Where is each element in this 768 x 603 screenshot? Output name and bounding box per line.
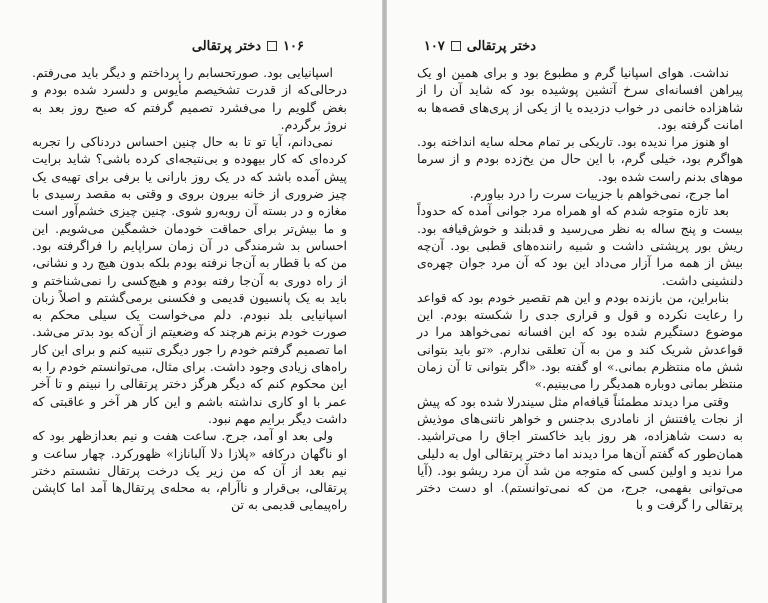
paragraph: وقتی مرا دیدند مطمئناً قیافه‌ام مثل سیندرلا شده بود که پیش از نجات یافتنش از نامادری بدجنس و خواهر ناتنی‌های موذیش به دست شاهزاده، هر روز باید خاکستر اجاق را می‌تراشید. همان‌طور که گفتم آن‌ها مرا دیدند اما دختر پرتقالی اول به دلیلی مرا ندید و اولین کسی که متوجه من شد آن مرد ریشو بود. (آیا می‌توانی بفهمی، جرج، من که نمی‌توانستم). او دست دختر پرتقالی را گرفت و با [417,393,743,513]
page-header [424,36,536,56]
left-page [0,0,383,603]
paragraph: نمی‌دانم، آیا تو تا به حال چنین احساس دردناکی را تجربه کرده‌ای که کار بیهوده و بی‌نتیجه‌ای کرده باشی؟ شاید برایت پیش آمده باشد که در یک روز بارانی یا برفی برای تهیه‌ی یک چیز ضروری از خانه بیرون بروی و وقتی به مقصد رسیدی با مغازه و در بسته آن روبه‌رو شوی. چنین چیزی خشم‌آور است و ما بیش‌تر برای حماقت خودمان خشمگین می‌شویم. این احساس بد شرمندگی در آن زمان سراپایم را فراگرفته بود. من که با قطار به آن‌جا نرفته بودم بلکه بدون هیچ رد و نشانی، از راه دوری به آن‌جا رفته بودم و هیچ‌کسی را نمی‌شناختم و باید به یک پانسیون قدیمی و فکسنی برمی‌گشتم و اصلاً زبان اسپانیایی بلد نبودم. دلم می‌خواست یک سیلی محکم به صورت خودم بزنم هرچند که وضعیتم از آن‌که بود بدتر می‌شد. اما تصمیم گرفتم خودم را جور دیگری تنبیه کنم و برای این کار راه‌های زیادی وجود داشت. برای مثال، می‌توانستم خودم را به این محکوم کنم که دیگر هرگز دختر پرتقالی را نبینم و تا آخر عمر با او کاری نداشته باشم و این کار هر آخر و عاقبتی که داشت دیگر برایم مهم نبود. [32,134,347,426]
page-header [192,36,304,56]
paragraph: اما جرج، نمی‌خواهم با جزییات سرت را درد بیاورم. [469,186,729,202]
page-body [32,64,347,514]
right-page [386,0,768,603]
square-separator-icon [267,41,277,51]
page-body [417,64,743,514]
page-number: ۱۰۶ [283,38,304,54]
paragraph: اسپانیایی بود. صورتحسابم را پرداختم و دیگر باید می‌رفتم. درحالی‌که از قدرت تشخیصم مأیوس و دلسرد شده بودم و بغض گلویم را می‌فشرد تصمیم گرفتم که صبح روز بعد به نروژ برگردم. [32,65,347,132]
square-separator-icon [451,41,461,51]
paragraph: نداشت. هوای اسپانیا گرم و مطبوع بود و برای همین او یک پیراهن افسانه‌ای سرخ آتشین پوشیده بود که شاید آن را از شاهزاده خانمی در خواب دزدیده یا از یکی از پری‌های قصه‌ها به امانت گرفته بود. [417,65,743,132]
page-number: ۱۰۷ [423,38,445,54]
running-title: دختر پرتقالی [191,38,262,54]
paragraph: بنابراین، من بازنده بودم و این هم تقصیر خودم بود که قواعد را رعایت نکرده و قول و قراری جدی را شکسته بودم. این موضوع دستگیرم شده بود که این افسانه نمی‌خواهد مرا در قواعدش شریک کند و من به آن تعلقی ندارم. «تو باید بتوانی شش ماه منتظرم بمانی.» او گفته بود. «اگر بتوانی تا آن زمان منتظر بمانی دوباره همدیگر را می‌بینیم.» [417,289,743,392]
paragraph: او هنوز مرا ندیده بود. تاریکی بر تمام محله سایه انداخته بود. هواگرم بود، خیلی گرم، با این حال من یخ‌زده بودم و از سرما موهای بدنم راست شده بود. [417,134,743,184]
running-title: دختر پرتقالی [466,38,536,54]
paragraph: بعد تازه متوجه شدم که او همراه مرد جوانی آمده که حدوداً بیست و پنج ساله به نظر می‌رسید و قدبلند و خوش‌قیافه بود. ریش بور پرپشتی داشت و شبیه راننده‌های قطبی بود. آن‌چه بیش از همه مرا آزار می‌داد این بود که آن مرد جوان چهره‌ی دلنشینی داشت. [417,203,743,288]
paragraph: ولی بعد او آمد، جرج. ساعت هفت و نیم بعدازظهر بود که او ناگهان درکافه «پلازا دلا آلبانازا» ظهورکرد. چهار ساعت و نیم بعد از آن که من زیر یک درخت پرتقال نشستم دختر پرتقالی، بی‌قرار و ناآرام، به محله‌ی پرتقال‌ها آمد اما کاپشن راه‌پیمایی قدیمی به تن [32,428,347,513]
